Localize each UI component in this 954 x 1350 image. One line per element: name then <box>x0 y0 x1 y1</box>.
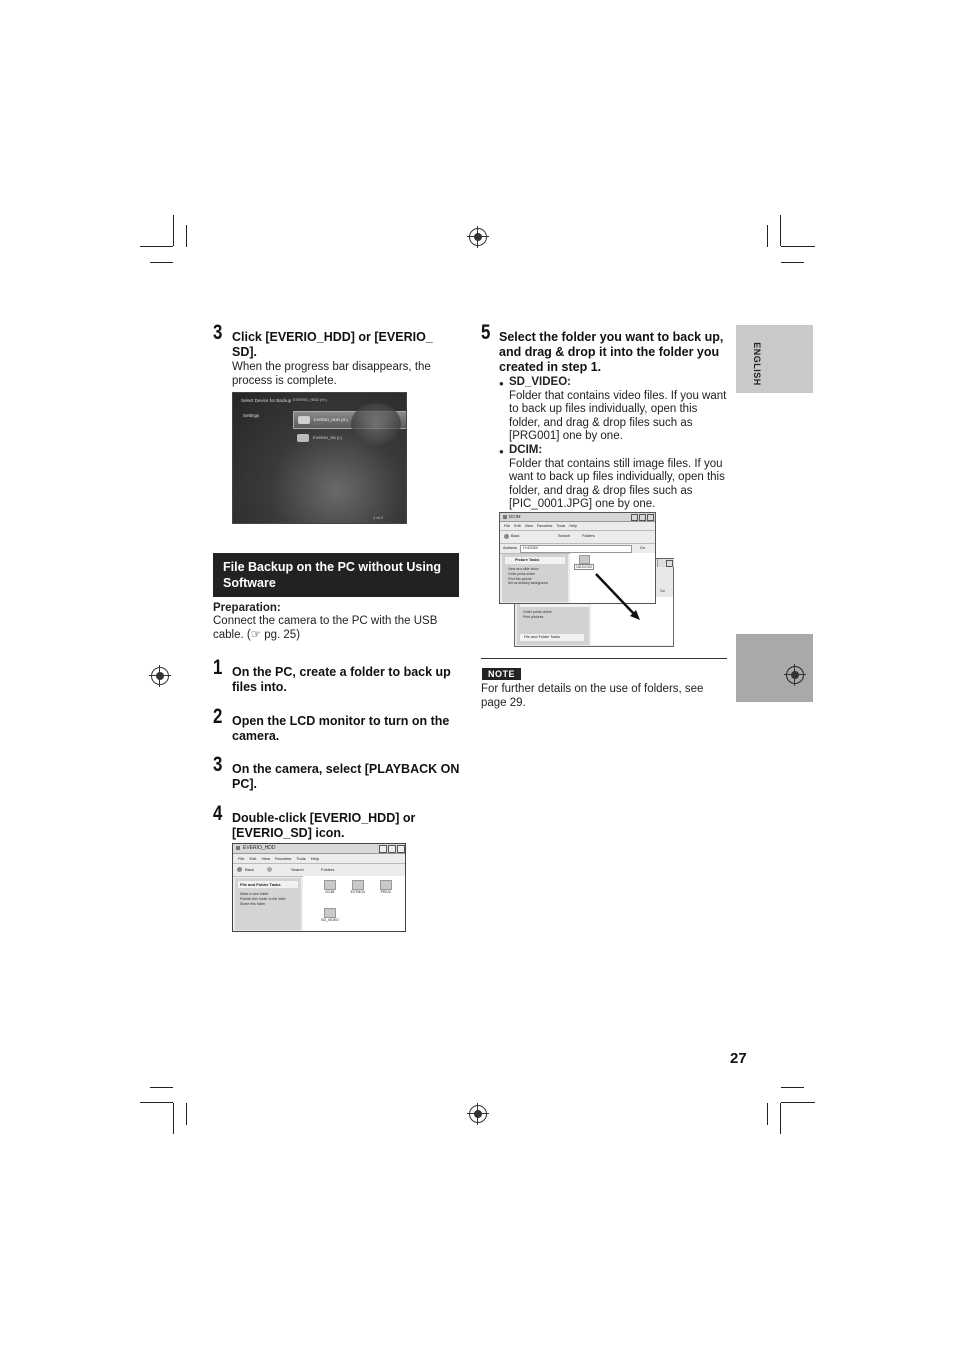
toolbar <box>233 863 405 877</box>
section-tab <box>736 634 813 702</box>
task-item[interactable]: Publish this folder to the Web <box>240 897 286 901</box>
crop-mark <box>781 1102 815 1103</box>
crop-mark <box>140 246 173 247</box>
title-bar <box>233 844 405 854</box>
step-number: 4 <box>213 802 223 825</box>
folder-label: DCIM <box>325 890 335 894</box>
menu-view[interactable]: View <box>261 855 270 861</box>
folder-label: SD_VIDEO <box>321 918 339 922</box>
registration-mark-icon <box>786 666 804 684</box>
crop-mark <box>767 1103 768 1125</box>
step-title: Select the folder you want to back up, and drag & drop it into the folder you created in step 1. <box>499 330 724 374</box>
menu-edit[interactable]: Edit <box>249 855 257 861</box>
crop-mark <box>780 215 781 246</box>
language-tab <box>736 325 813 393</box>
language-label: ENGLISH <box>752 342 762 386</box>
picture-tasks-header: Picture Tasks <box>505 557 565 564</box>
menu-help[interactable]: Help <box>310 855 319 861</box>
registration-mark-icon <box>151 667 169 685</box>
bullet-text: Folder that contains video files. If you want to back up files individually, open this folder, and drag & drop files such as [PRG001] one by one. <box>509 389 727 443</box>
section-heading <box>213 553 459 597</box>
folder-label: PRIVC <box>380 890 392 894</box>
file-tasks-header: File and Folder Tasks <box>520 634 584 641</box>
task-item[interactable]: Order prints online <box>508 571 536 576</box>
forward-arrow-icon[interactable] <box>267 867 272 872</box>
crop-mark <box>781 246 815 247</box>
page-number: 27 <box>730 1050 747 1067</box>
registration-mark-icon <box>469 1105 487 1123</box>
step-description: When the progress bar disappears, the process is complete. <box>232 361 431 387</box>
bullet-sd-video <box>509 376 727 444</box>
task-item[interactable]: Share this folder <box>240 902 266 906</box>
task-list <box>240 892 296 907</box>
menu-help[interactable]: Help <box>569 523 578 528</box>
step-number: 3 <box>213 321 223 344</box>
crop-mark <box>780 1103 781 1134</box>
camera-icon <box>298 416 310 424</box>
address-label: Address <box>503 546 517 550</box>
window-title: DCIM <box>509 514 521 519</box>
step-number: 1 <box>213 656 223 679</box>
device-select-screenshot <box>232 392 407 524</box>
menu-settings: Settings <box>243 413 260 418</box>
maximize-button[interactable] <box>388 845 396 853</box>
task-item[interactable]: Order prints online <box>523 610 552 614</box>
explorer-window-screenshot <box>232 843 406 932</box>
camera-graphic <box>351 403 401 445</box>
task-item[interactable]: Set as desktop background <box>508 581 548 586</box>
note-text: For further details on the use of folders, see page 29. <box>481 683 704 709</box>
crop-mark <box>173 1103 174 1134</box>
task-item[interactable]: View as a slide show <box>508 567 539 571</box>
go-button[interactable]: Go <box>640 546 646 550</box>
close-button[interactable] <box>397 845 405 853</box>
menu-select-device: Select Device for Backup <box>241 398 292 403</box>
preparation-label: Preparation: <box>213 602 281 614</box>
crop-mark <box>767 225 768 247</box>
menu-view[interactable]: View <box>524 523 533 528</box>
menu-bar <box>233 854 406 862</box>
menu-tools[interactable]: Tools <box>296 855 306 861</box>
crop-mark <box>781 262 804 263</box>
task-pane <box>235 878 301 930</box>
task-header: File and Folder Tasks <box>238 881 298 888</box>
folder-label: EXTMOV <box>350 890 366 894</box>
bullet-dcim <box>509 444 727 512</box>
menu-file[interactable]: File <box>238 855 245 861</box>
menu-favorites[interactable]: Favorites <box>274 855 292 861</box>
search-button[interactable]: Search <box>291 867 304 872</box>
folder-item-sd-video[interactable] <box>317 908 343 922</box>
step-number: 2 <box>213 705 223 728</box>
back-button[interactable]: Back <box>245 867 254 872</box>
folder-icon <box>324 880 336 890</box>
drag-arrow-icon <box>499 512 674 646</box>
device-sd-label: EVERIO_SD (I:) <box>313 435 342 440</box>
minimize-button[interactable] <box>379 845 387 853</box>
crop-mark <box>150 262 173 263</box>
search-button[interactable]: Search <box>558 534 571 538</box>
step-title: Click [EVERIO_HDD] or [EVERIO_ SD]. <box>232 330 433 359</box>
menu-file[interactable]: File <box>504 523 511 528</box>
task-item[interactable]: Make a new folder <box>240 892 269 896</box>
registration-mark-icon <box>469 228 487 246</box>
pager: 1 of 2 <box>373 515 384 520</box>
menu-edit[interactable]: Edit <box>514 523 521 528</box>
address-input[interactable]: H:\DCIM <box>520 545 632 553</box>
folder-label: 100JVCSO <box>574 564 594 570</box>
crop-mark <box>140 1102 173 1103</box>
crop-mark <box>781 1087 804 1088</box>
section-title: File Backup on the PC without Using Software <box>223 560 442 590</box>
task-item[interactable]: Print pictures <box>523 615 544 619</box>
back-button[interactable]: Back <box>511 534 520 538</box>
step-title: On the camera, select [PLAYBACK ON PC]. <box>232 762 460 791</box>
file-area <box>303 876 405 931</box>
camera-icon <box>297 434 309 442</box>
crop-mark <box>173 215 174 246</box>
crop-mark <box>186 1103 187 1125</box>
folders-button[interactable]: Folders <box>321 867 335 872</box>
folder-icon <box>324 908 336 918</box>
preparation-text: Connect the camera to the PC with the USB cable. (☞ pg. 25) <box>213 615 438 641</box>
bullet-label: ● DCIM: <box>509 444 727 458</box>
menu-tools[interactable]: Tools <box>556 523 566 528</box>
back-arrow-icon[interactable] <box>237 867 242 872</box>
note-divider <box>481 658 727 659</box>
bullet-label: ● SD_VIDEO: <box>509 376 727 390</box>
screen-header: EVERIO_HDD (H:) <box>293 397 327 402</box>
folder-icon <box>236 846 240 850</box>
step-title: Open the LCD monitor to turn on the camera. <box>232 714 450 743</box>
step-title: On the PC, create a folder to back up files into. <box>232 665 451 694</box>
bullet-text: Folder that contains still image files. If you want to back up files individually, open this folder, and drag & drop files such as [PIC_0001.JPG] one by one. <box>509 457 725 511</box>
step-number: 3 <box>213 753 223 776</box>
crop-mark <box>186 225 187 247</box>
drag-drop-screenshot <box>499 512 674 646</box>
folder-item-dcim[interactable] <box>317 880 343 894</box>
folders-button[interactable]: Folders <box>582 534 595 538</box>
task-item[interactable]: Print this picture <box>508 576 532 581</box>
device-hdd-label: EVERIO_HDD (H:) <box>314 417 348 422</box>
folder-icon <box>352 880 364 890</box>
step-number: 5 <box>481 321 491 344</box>
menu-favorites[interactable]: Favorites <box>536 523 553 528</box>
go-label: Go <box>660 589 665 593</box>
folder-icon <box>380 880 392 890</box>
crop-mark <box>150 1087 173 1088</box>
window-title: EVERIO_HDD <box>243 845 276 851</box>
step-title: Double-click [EVERIO_HDD] or [EVERIO_SD] icon. <box>232 811 416 840</box>
folder-item-privc[interactable] <box>373 880 399 894</box>
note-badge: NOTE <box>482 668 521 680</box>
folder-item-extmov[interactable] <box>345 880 371 894</box>
